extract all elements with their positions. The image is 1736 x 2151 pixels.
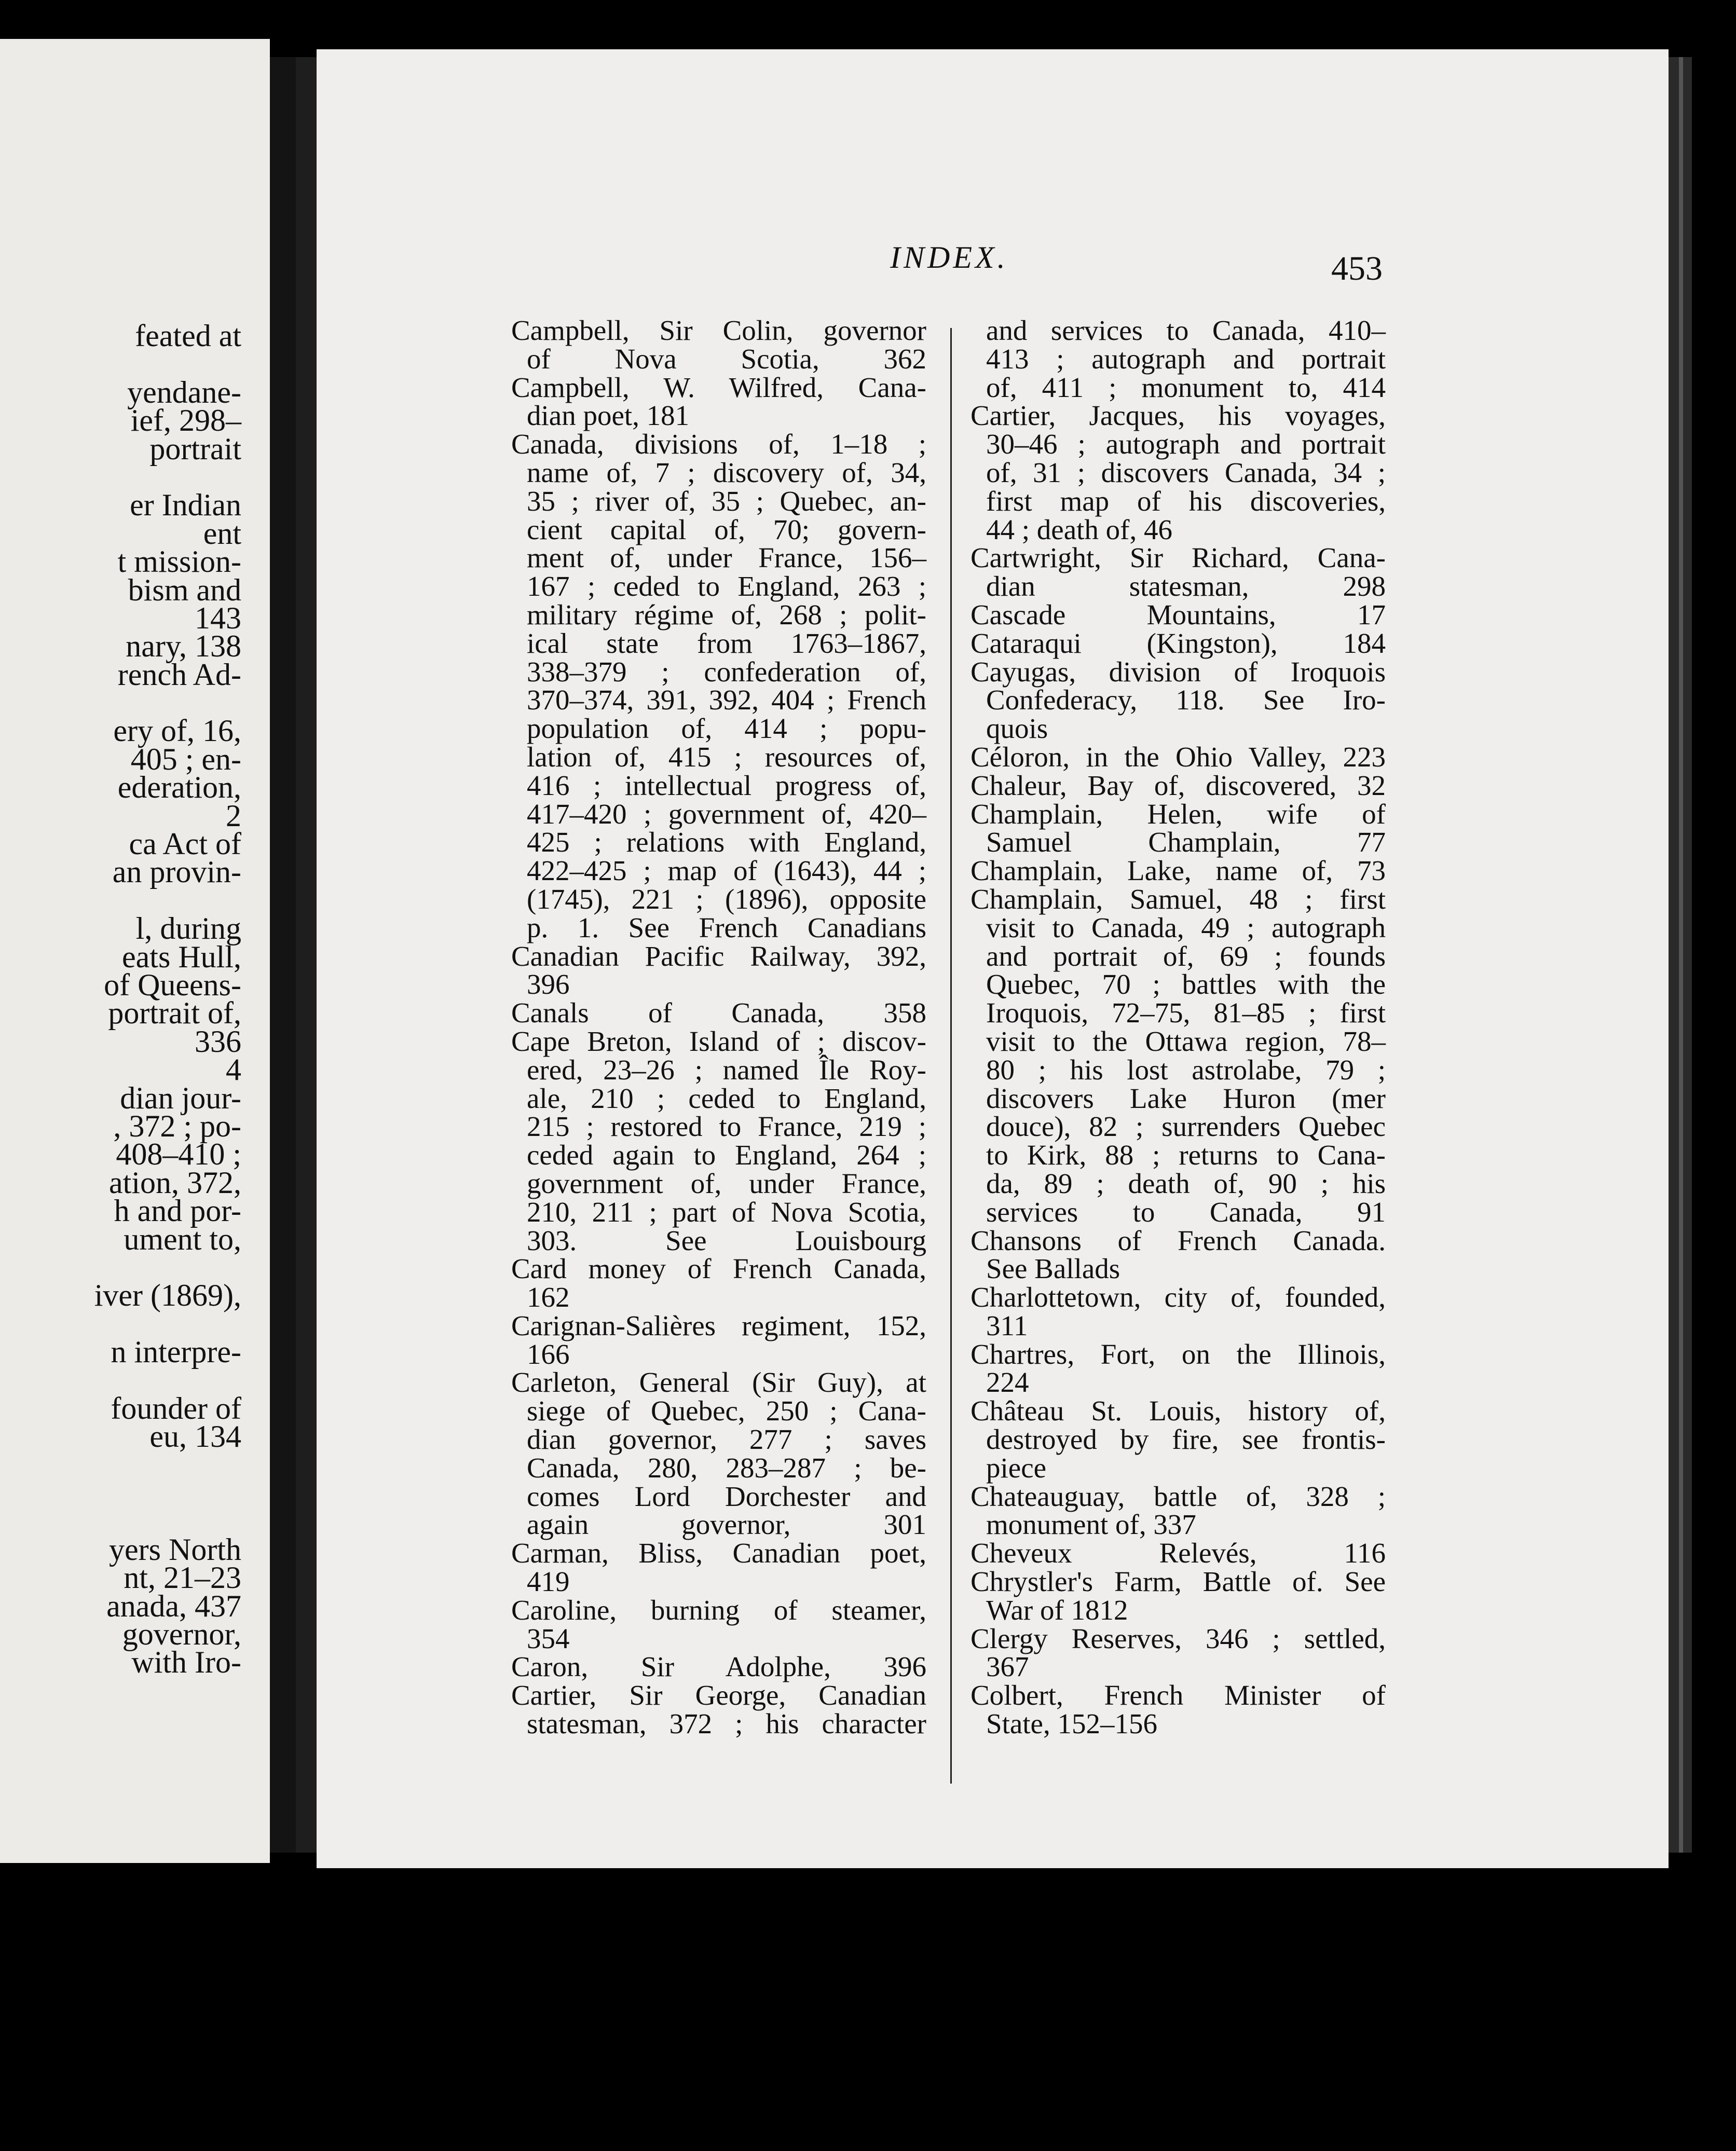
fragment-line: , 372 ; po- [113,1108,241,1143]
fragment-line [0,1366,241,1394]
fragment-line [0,1451,241,1479]
index-entry-line: Chartres, Fort, on the Illinois, [970,1338,1386,1370]
index-entry-line: Caron, Sir Adolphe, 396 [511,1651,926,1683]
fragment-line [0,1479,241,1507]
index-entry-line: military régime of, 268 ; polit- [527,598,926,631]
index-entry-line: Cartier, Jacques, his voyages, [970,400,1386,432]
index-entry-line: 303. See Louisbourg [527,1224,926,1256]
index-entry-line: siege of Quebec, 250 ; Cana- [527,1395,926,1427]
index-entry-line: 215 ; restored to France, 219 ; [527,1111,926,1143]
index-entry-line: Iroquois, 72–75, 81–85 ; first [986,997,1386,1029]
column-divider [950,328,952,1784]
index-entry-line: piece [986,1451,1047,1484]
index-entry-line: 311 [986,1309,1028,1341]
previous-page-text [0,319,241,1680]
index-entry-line: Charlottetown, city of, founded, [970,1281,1386,1313]
index-entry-line: 35 ; river of, 35 ; Quebec, an- [527,485,926,517]
fragment-line: portrait of, [108,996,241,1031]
fragment-line: l, during [135,911,241,946]
index-entry-line: Céloron, in the Ohio Valley, 223 [970,741,1386,773]
index-entry-line: to Kirk, 88 ; returns to Cana- [986,1139,1386,1171]
index-entry-line: Champlain, Helen, wife of [970,798,1386,830]
index-entry-line: Champlain, Lake, name of, 73 [970,855,1386,887]
index-column-left [511,314,926,1740]
index-entry-line: Chateauguay, battle of, 328 ; [970,1480,1386,1512]
index-entry-line: 396 [527,968,570,1001]
fragment-line: 143 [195,600,241,635]
fragment-line [0,1310,241,1338]
index-entry-line: of Nova Scotia, 362 [527,342,926,375]
fragment-line: founder of [111,1391,241,1426]
index-entry-line: Carignan-Salières regiment, 152, [511,1309,926,1341]
fragment-line: yendane- [127,375,241,409]
index-entry-line: visit to the Ottawa region, 78– [986,1025,1386,1057]
fragment-line [0,689,241,717]
index-entry-line: and services to Canada, 410– [986,314,1386,346]
index-entry-line: ceded again to England, 264 ; [527,1139,926,1171]
index-entry-line: Clergy Reserves, 346 ; settled, [970,1622,1386,1654]
index-entry-line: Carleton, General (Sir Guy), at [511,1366,926,1399]
fragment-line [0,350,241,378]
index-entry-line: Campbell, W. Wilfred, Cana- [511,371,926,403]
index-entry-line: ment of, under France, 156– [527,542,926,574]
page-edge-highlight [1679,57,1683,1853]
index-entry-line: Carman, Bliss, Canadian poet, [511,1537,926,1569]
index-entry-line: name of, 7 ; discovery of, 34, [527,456,926,488]
fragment-line: eats Hull, [122,939,241,974]
index-entry-line: State, 152–156 [986,1708,1157,1740]
fragment-line: anada, 437 [106,1588,241,1623]
index-entry-line: Cascade Mountains, 17 [970,598,1386,631]
index-entry-line: Confederacy, 118. See Iro- [986,684,1386,716]
fragment-line [0,886,241,914]
index-entry-line: ical state from 1763–1867, [527,627,926,659]
index-entry-line: lation of, 415 ; resources of, [527,741,926,773]
fragment-line: ief, 298– [130,403,241,438]
index-entry-line: Chansons of French Canada. [970,1224,1386,1256]
fragment-line: bism and [128,572,241,607]
index-entry-line: Cartwright, Sir Richard, Cana- [970,542,1386,574]
index-entry-line: dian governor, 277 ; saves [527,1423,926,1456]
fragment-line [0,1507,241,1535]
index-entry-line: Samuel Champlain, 77 [986,826,1386,858]
fragment-line: dian jour- [120,1080,241,1115]
index-entry-line: 30–46 ; autograph and portrait [986,428,1386,460]
fragment-line: nt, 21–23 [124,1560,241,1595]
index-entry-line: again governor, 301 [527,1509,926,1541]
fragment-line: ca Act of [129,827,241,861]
index-entry-line: ale, 210 ; ceded to England, [527,1082,926,1114]
fragment-line: portrait [149,431,241,466]
fragment-line: h and por- [114,1194,241,1228]
fragment-line: with Iro- [131,1645,241,1680]
index-entry-line: Colbert, French Minister of [970,1679,1386,1711]
fragment-line: ent [203,516,241,551]
index-entry-line: visit to Canada, 49 ; autograph [986,911,1386,943]
index-entry-line: 80 ; his lost astrolabe, 79 ; [986,1053,1386,1086]
fragment-line: ument to, [124,1222,241,1256]
index-entry-line: Château St. Louis, history of, [970,1395,1386,1427]
page-number: 453 [1331,250,1383,287]
index-entry-line: statesman, 372 ; his character [527,1708,926,1740]
index-entry-line: Canada, divisions of, 1–18 ; [511,428,926,460]
index-entry-line: 370–374, 391, 392, 404 ; French [527,684,926,716]
fragment-line: n interpre- [111,1335,241,1369]
index-entry-line: of, 411 ; monument to, 414 [986,371,1386,403]
fragment-line: t mission- [117,544,241,579]
index-entry-line: Champlain, Samuel, 48 ; first [970,883,1386,915]
index-entry-line: Cartier, Sir George, Canadian [511,1679,926,1711]
index-entry-line: quois [986,713,1048,745]
index-entry-line: 425 ; relations with England, [527,826,926,858]
index-entry-line: 419 [527,1566,570,1598]
index-entry-line: da, 89 ; death of, 90 ; his [986,1167,1386,1199]
index-entry-line: Quebec, 70 ; battles with the [986,968,1386,1001]
fragment-line: an provin- [112,855,241,889]
fragment-line: feated at [135,319,241,353]
index-entry-line: of, 31 ; discovers Canada, 34 ; [986,456,1386,488]
index-entry-line: cient capital of, 70; govern- [527,513,926,545]
index-entry-line: Chrystler's Farm, Battle of. See [970,1566,1386,1598]
fragment-line: 336 [195,1024,241,1059]
index-entry-line: first map of his discoveries, [986,485,1386,517]
index-entry-line: ered, 23–26 ; named Île Roy- [527,1053,926,1086]
fragment-line: 2 [226,798,241,833]
index-entry-line: monument of, 337 [986,1509,1196,1541]
fragment-line [0,1253,241,1281]
index-entry-line: 413 ; autograph and portrait [986,342,1386,375]
index-entry-line: Cape Breton, Island of ; discov- [511,1025,926,1057]
index-entry-line: government of, under France, [527,1167,926,1199]
index-entry-line: 367 [986,1651,1029,1683]
index-entry-line: Chaleur, Bay of, discovered, 32 [970,769,1386,801]
fragment-line: ery of, 16, [113,714,241,748]
index-entry-line: destroyed by fire, see frontis- [986,1423,1386,1456]
index-entry-line: (1745), 221 ; (1896), opposite [527,883,926,915]
index-entry-line: Cayugas, division of Iroquois [970,655,1386,688]
index-entry-line: and portrait of, 69 ; founds [986,940,1386,972]
index-entry-line: Canadian Pacific Railway, 392, [511,940,926,972]
index-entry-line: p. 1. See French Canadians [527,911,926,943]
index-entry-line: Canada, 280, 283–287 ; be- [527,1451,926,1484]
index-entry-line: 224 [986,1366,1029,1399]
index-entry-line: See Ballads [986,1253,1120,1285]
index-entry-line: 354 [527,1622,570,1654]
index-entry-line: 44 ; death of, 46 [986,513,1172,545]
index-entry-line: 416 ; intellectual progress of, [527,769,926,801]
index-entry-line: population of, 414 ; popu- [527,713,926,745]
fragment-line: governor, [122,1616,241,1651]
fragment-line: of Queens- [104,967,241,1002]
index-entry-line: 162 [527,1281,570,1313]
fragment-line: rench Ad- [117,657,241,692]
index-entry-line: Campbell, Sir Colin, governor [511,314,926,346]
fragment-line: iver (1869), [94,1278,241,1313]
index-entry-line: 167 ; ceded to England, 263 ; [527,570,926,602]
index-entry-line: services to Canada, 91 [986,1196,1386,1228]
index-entry-line: Card money of French Canada, [511,1253,926,1285]
index-entry-line: 417–420 ; government of, 420– [527,798,926,830]
fragment-line: nary, 138 [126,629,241,664]
index-entry-line: War of 1812 [986,1594,1128,1626]
index-entry-line: Caroline, burning of steamer, [511,1594,926,1626]
index-entry-line: Cataraqui (Kingston), 184 [970,627,1386,659]
index-entry-line: dian statesman, 298 [986,570,1386,602]
fragment-line: eu, 134 [149,1419,241,1454]
index-entry-line: dian poet, 181 [527,400,690,432]
index-entry-line: 422–425 ; map of (1643), 44 ; [527,855,926,887]
index-column-right [970,314,1386,1740]
index-entry-line: discovers Lake Huron (mer [986,1082,1386,1114]
index-entry-line: 166 [527,1338,570,1370]
index-entry-line: douce), 82 ; surrenders Quebec [986,1111,1386,1143]
book-gutter [296,57,317,1853]
fragment-line: 405 ; en- [130,742,241,776]
fragment-line: yers North [109,1532,241,1567]
fragment-line: ederation, [117,770,241,805]
fragment-line: ation, 372, [109,1165,241,1200]
fragment-line: er Indian [130,488,241,523]
fragment-line: 4 [226,1052,241,1087]
index-entry-line: Canals of Canada, 358 [511,997,926,1029]
fragment-line [0,463,241,491]
running-head: INDEX. [890,240,1008,275]
index-entry-line: comes Lord Dorchester and [527,1480,926,1512]
index-entry-line: 210, 211 ; part of Nova Scotia, [527,1196,926,1228]
index-entry-line: Cheveux Relevés, 116 [970,1537,1386,1569]
index-entry-line: 338–379 ; confederation of, [527,655,926,688]
fragment-line: 408–410 ; [116,1137,241,1172]
book-spine [270,57,296,1853]
previous-page [0,39,270,1863]
